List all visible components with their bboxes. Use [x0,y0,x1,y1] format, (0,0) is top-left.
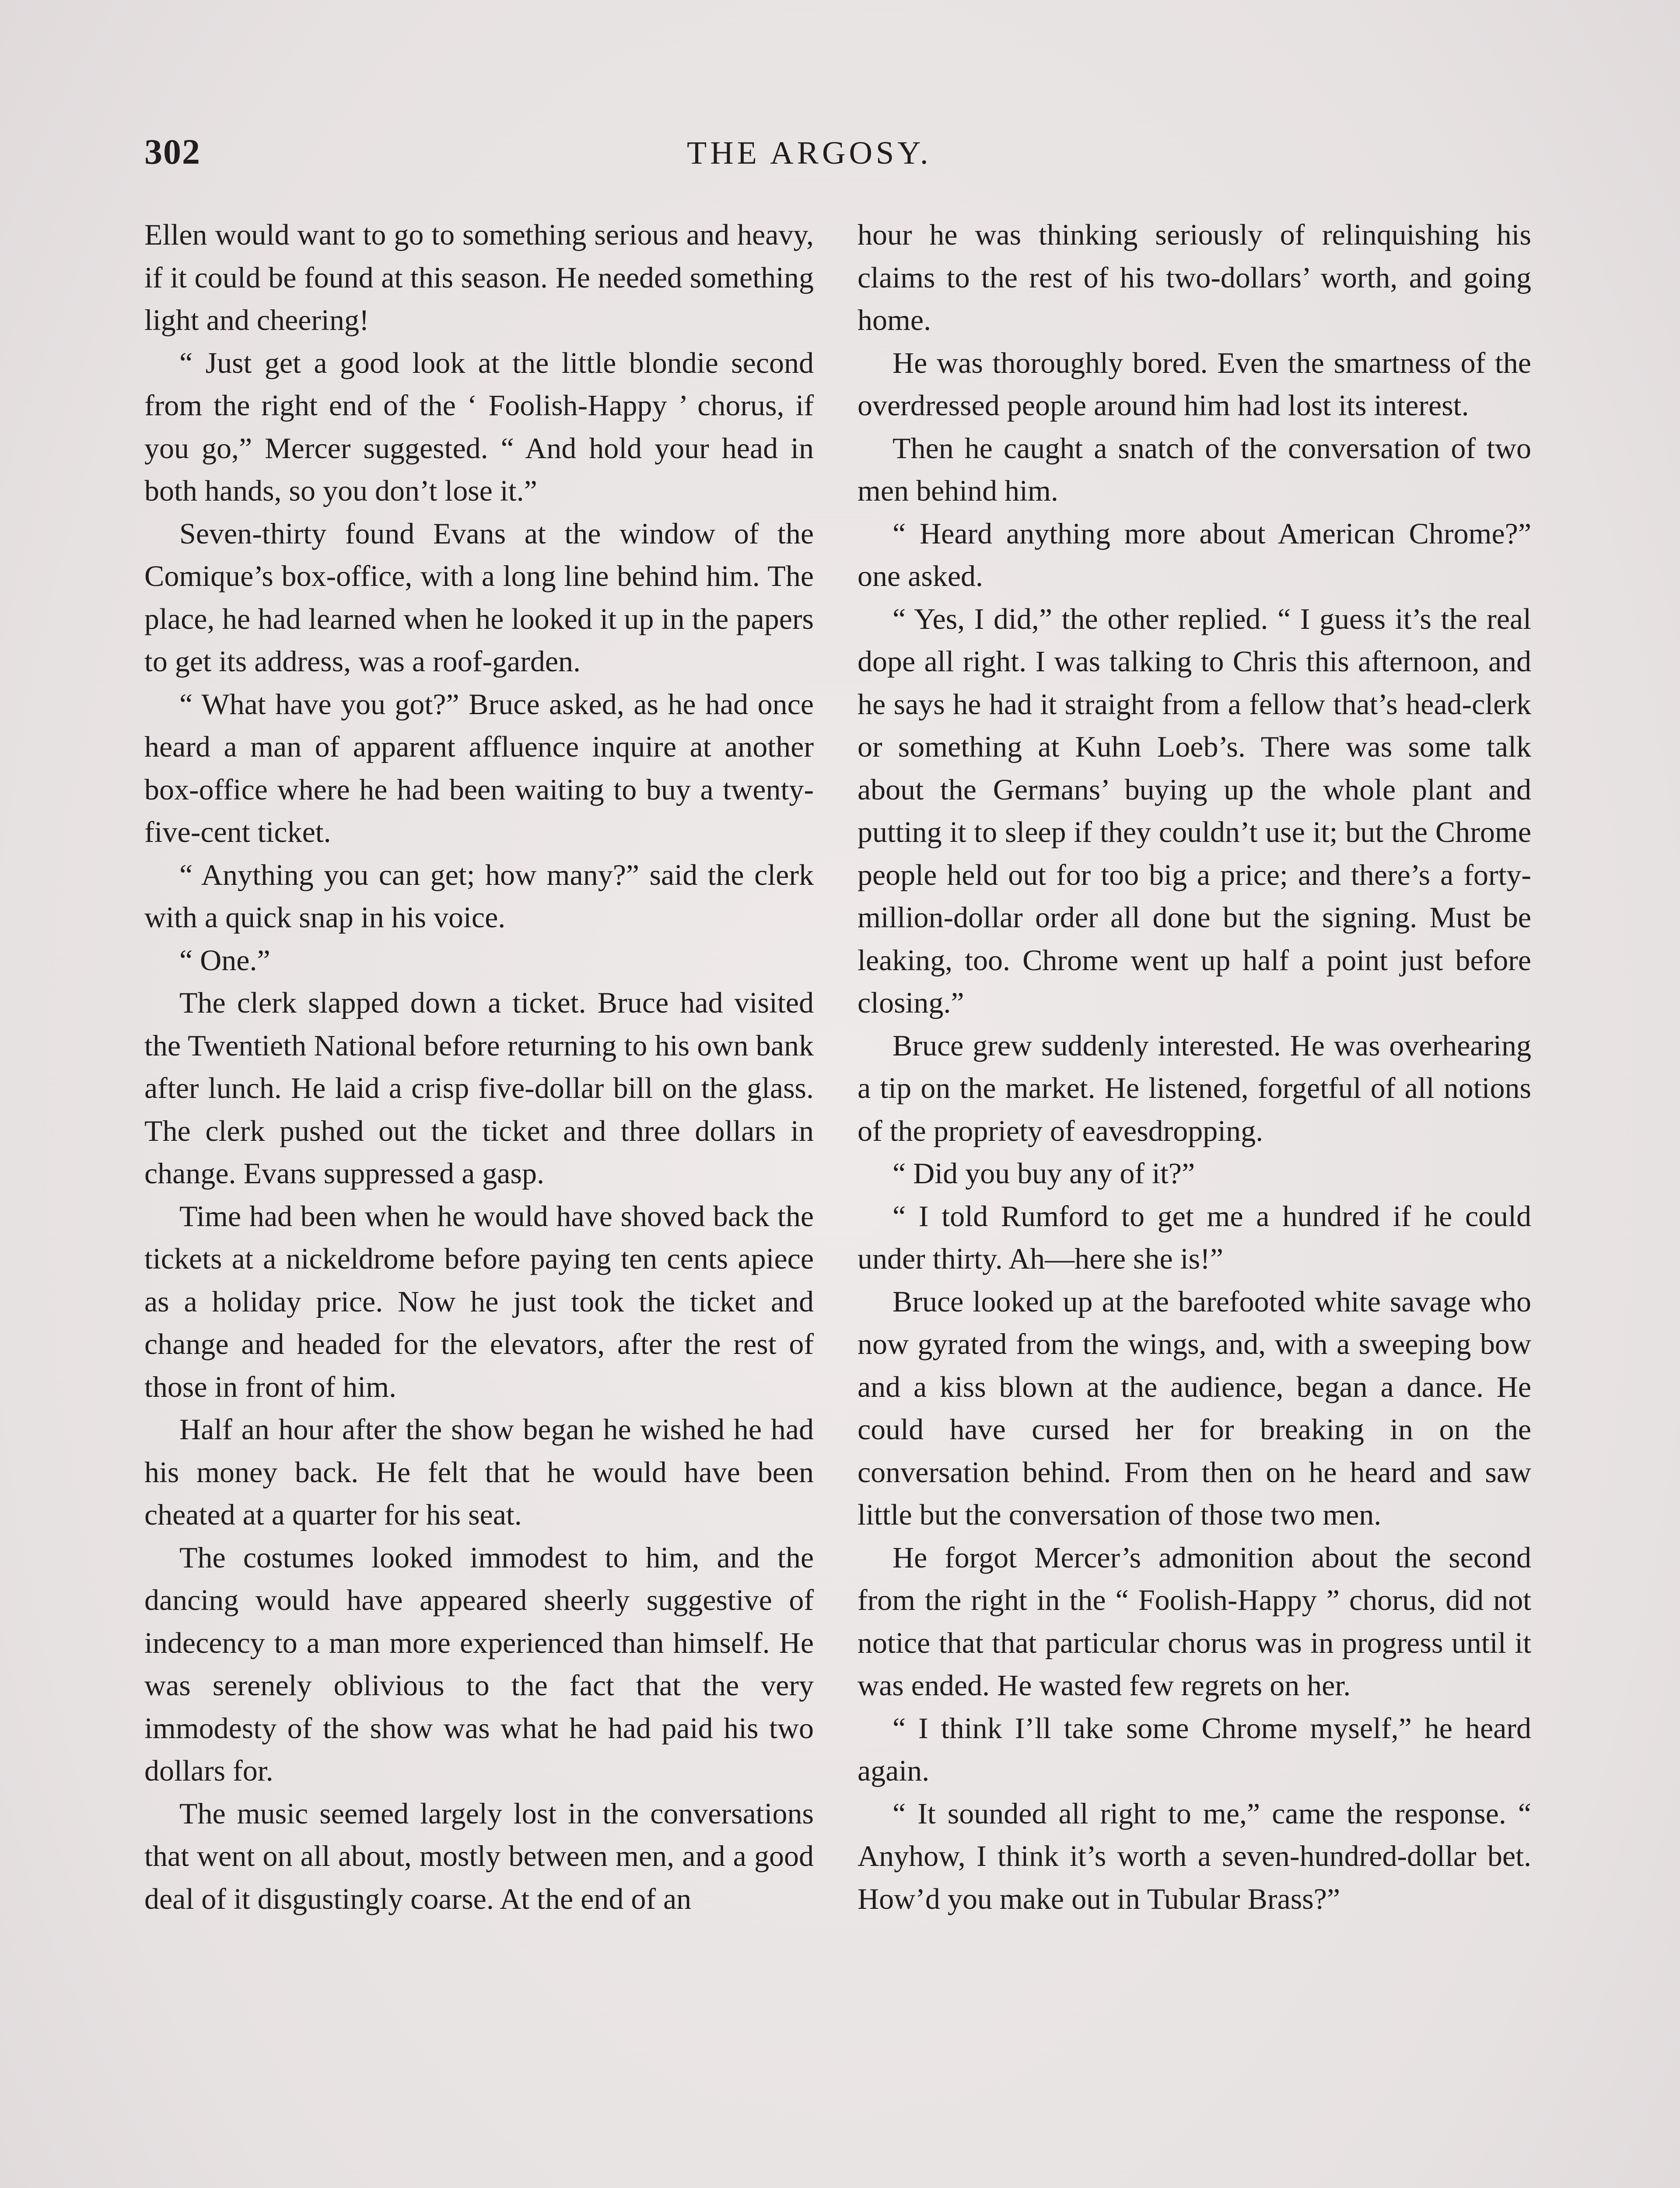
paragraph: Then he caught a snatch of the conversation of two men behind him. [858,431,1531,507]
paragraph: “ Just get a good look at the little blondie second from the right end of the ‘ Foolish-Happy ’ chorus, if you go,” Mercer suggested. “ And hold your head in both hands, so you don’t lose it.” [144,346,814,507]
paragraph: He was thoroughly bored. Even the smartness of the overdressed people around him had lost its interest. [858,346,1531,422]
running-title: THE ARGOSY. [687,135,932,171]
paragraph: “ One.” [179,943,270,977]
paragraph: “ Heard anything more about American Chrome?” one asked. [858,516,1531,593]
paragraph: “ Did you buy any of it?” [892,1157,1195,1190]
paragraph: “ What have you got?” Bruce asked, as he had once heard a man of apparent affluence inquire at another box-office where he had been waiting to buy a twenty-five-cent ticket. [144,687,814,849]
running-head [144,131,1531,179]
paragraph: Bruce looked up at the barefooted white savage who now gyrated from the wings, and, with a sweeping bow and a kiss blown at the audience, began a dance. He could have cursed her for breaking in on the conversation behind. From then on he heard and saw little but the conversation of those two men. [858,1284,1531,1531]
paragraph: Half an hour after the show began he wished he had his money back. He felt that he would have been cheated at a quarter for his seat. [144,1413,814,1531]
paragraph: Bruce grew suddenly interested. He was overhearing a tip on the market. He listened, forgetful of all notions of the propriety of eavesdropping. [858,1028,1531,1147]
paragraph: The music seemed largely lost in the conversations that went on all about, mostly between men, and a good deal of it disgustingly coarse. At the end of an [144,1796,814,1915]
page-number: 302 [144,132,201,172]
paragraph: Seven-thirty found Evans at the window of the Comique’s box-office, with a long line behind him. The place, he had learned when he looked it up in the papers to get its address, was a roof-garden. [144,516,814,678]
paragraph: “ It sounded all right to me,” came the response. “ Anyhow, I think it’s worth a seven-hundred-dollar bet. How’d you make out in Tubular Brass?” [858,1796,1531,1915]
paragraph: “ Anything you can get; how many?” said the clerk with a quick snap in his voice. [144,858,814,934]
paragraph: Ellen would want to go to something serious and heavy, if it could be found at this season. He needed something light and cheering! [144,218,814,337]
left-column [144,214,814,1920]
paragraph: hour he was thinking seriously of relinquishing his claims to the rest of his two-dollars’ worth, and going home. [858,218,1531,337]
paragraph: Time had been when he would have shoved back the tickets at a nickeldrome before paying ten cents apiece as a holiday price. Now he just took the ticket and change and headed for the elevators, after the rest of those in front of him. [144,1199,814,1403]
paragraph: “ I told Rumford to get me a hundred if he could under thirty. Ah—here she is!” [858,1199,1531,1275]
right-column [858,214,1531,1920]
paragraph: “ I think I’ll take some Chrome myself,” he heard again. [858,1711,1531,1787]
paragraph: The clerk slapped down a ticket. Bruce had visited the Twentieth National before returning to his own bank after lunch. He laid a crisp five-dollar bill on the glass. The clerk pushed out the ticket and three dollars in change. Evans suppressed a gasp. [144,986,814,1190]
paragraph: He forgot Mercer’s admonition about the second from the right in the “ Foolish-Happy ” chorus, did not notice that that particular chorus was in progress until it was ended. He wasted few regrets on her. [858,1540,1531,1702]
paragraph: The costumes looked immodest to him, and the dancing would have appeared sheerly suggestive of indecency to a man more experienced than himself. He was serenely oblivious to the fact that the very immodesty of the show was what he had paid his two dollars for. [144,1540,814,1787]
paragraph: “ Yes, I did,” the other replied. “ I guess it’s the real dope all right. I was talking to Chris this afternoon, and he says he had it straight from a fellow that’s head-clerk or something at Kuhn Loeb’s. There was some talk about the Germans’ buying up the whole plant and putting it to sleep if they couldn’t use it; but the Chrome people held out for too big a price; and there’s a forty-million-dollar order all done but the signing. Must be leaking, too. Chrome went up half a point just before closing.” [858,602,1531,1019]
